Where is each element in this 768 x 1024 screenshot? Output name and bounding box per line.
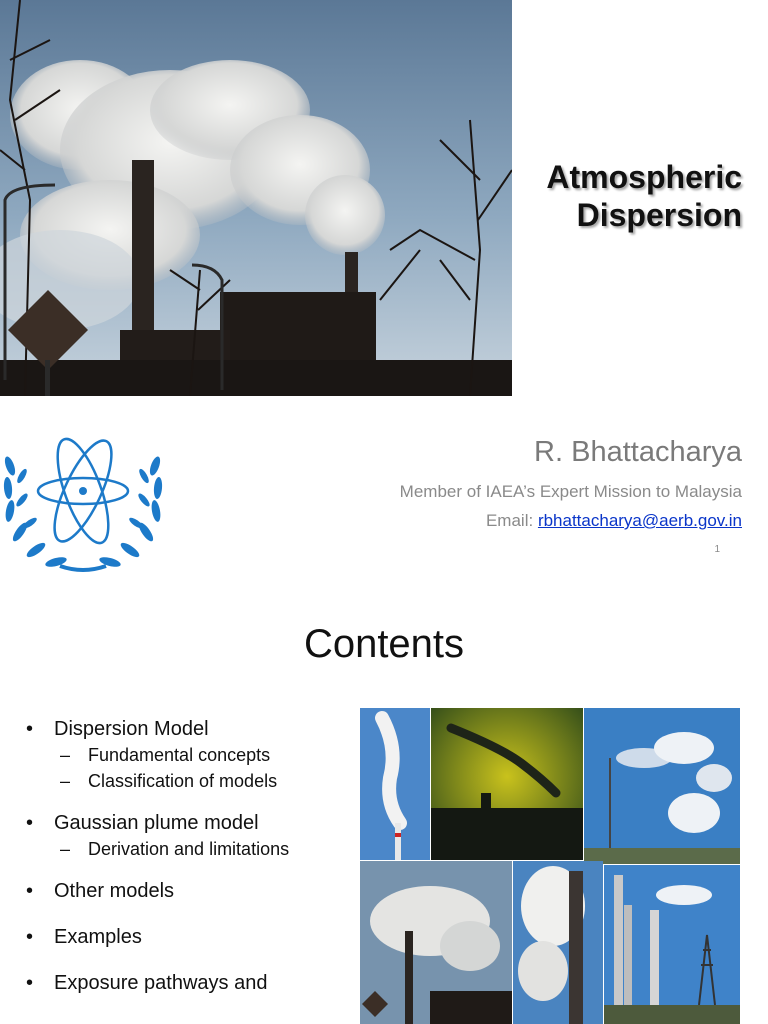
page-number: 1: [714, 544, 720, 555]
plume-photo-6-icon: [604, 865, 740, 1024]
smokestack-photo-icon: [0, 0, 512, 396]
list-item: • Gaussian plume model: [26, 810, 356, 836]
plume-photo-collage: [360, 708, 740, 1024]
contents-list: [26, 716, 356, 996]
presenter-affiliation: Member of IAEA’s Expert Mission to Malaysia: [399, 482, 742, 501]
email-link[interactable]: rbhattacharya@aerb.gov.in: [537, 511, 742, 530]
plume-photo-5-icon: [513, 861, 603, 1024]
contents-slide: [0, 596, 768, 1024]
list-item: • Dispersion Model: [26, 716, 356, 742]
email-line: [486, 511, 742, 531]
sub-list-item: – Derivation and limitations: [26, 836, 356, 862]
sub-list-item: – Classification of models: [26, 768, 356, 794]
list-item: • Examples: [26, 924, 356, 950]
plume-photo-4-icon: [360, 861, 512, 1024]
slide-title: [546, 158, 742, 234]
sub-list-item: – Fundamental concepts: [26, 742, 356, 768]
plume-photo-3-icon: [584, 708, 740, 864]
list-item: • Other models: [26, 878, 356, 904]
presenter-name: R. Bhattacharya: [534, 436, 742, 468]
email-label: Email:: [485, 511, 538, 530]
list-item: • Exposure pathways and: [26, 970, 356, 996]
plume-photo-1-icon: [360, 708, 430, 860]
title-line-2: Dispersion: [576, 197, 742, 233]
contents-title: Contents: [303, 622, 465, 666]
iaea-emblem-icon: [0, 426, 170, 576]
title-line-1: Atmospheric: [546, 159, 742, 195]
plume-photo-2-icon: [431, 708, 583, 860]
